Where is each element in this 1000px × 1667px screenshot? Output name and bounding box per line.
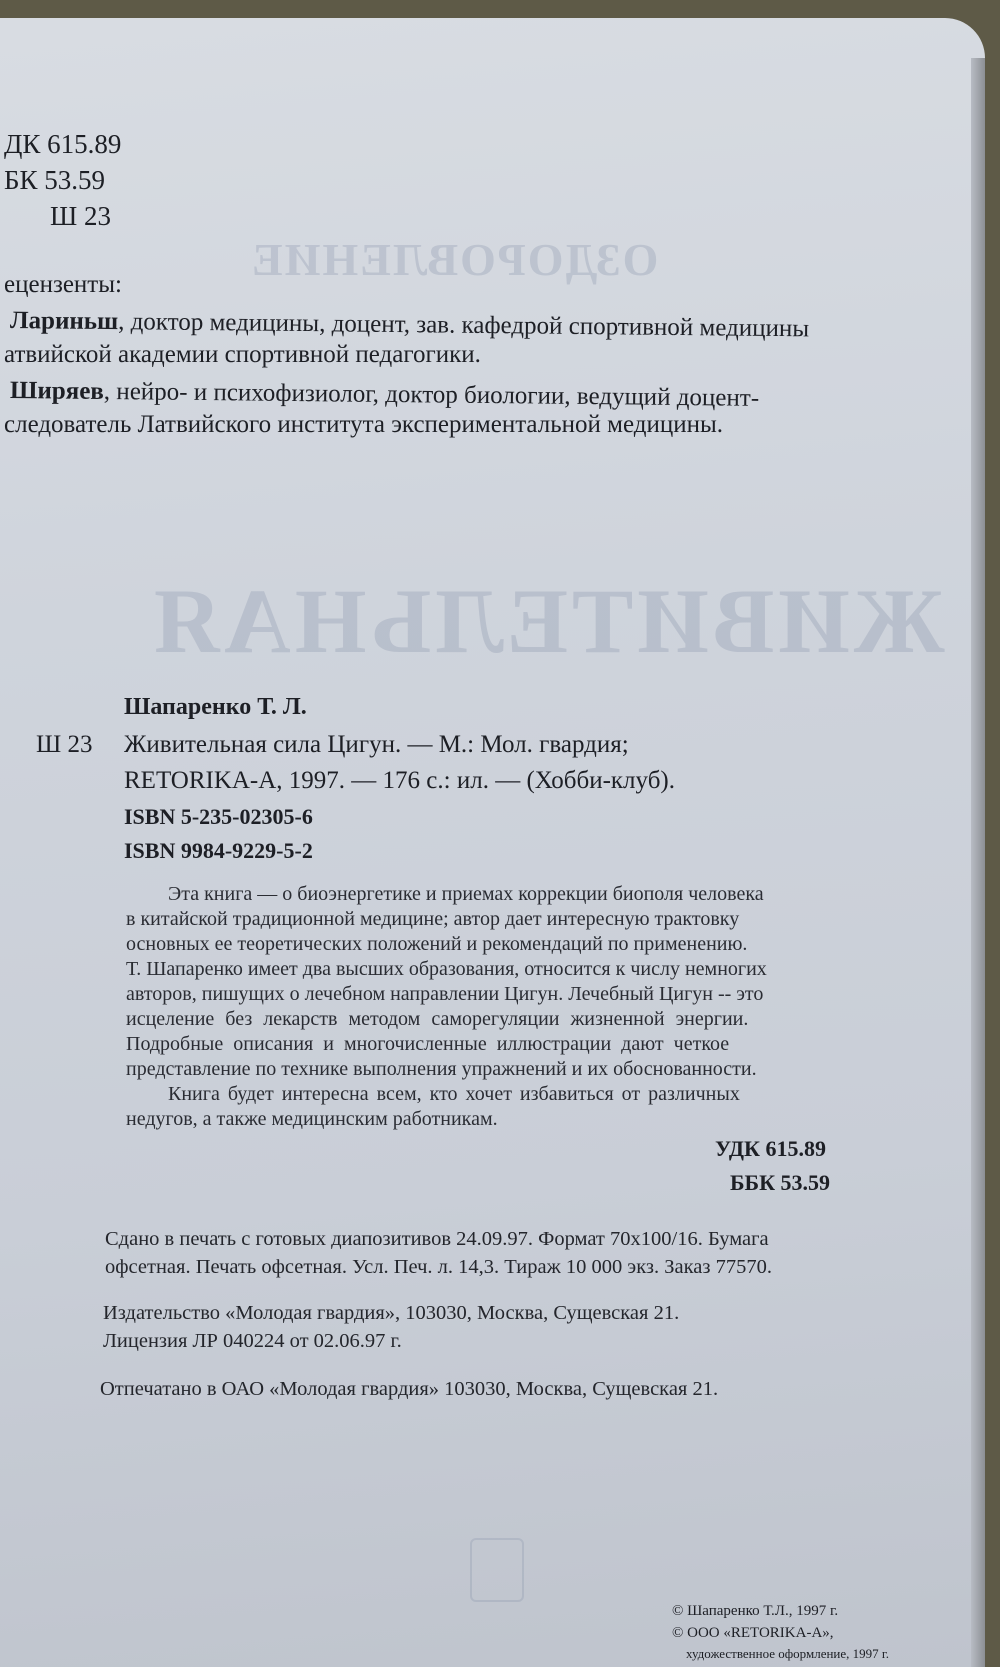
catalog-pub-line: RETORIKA-A, 1997. — 176 с.: ил. — (Хобби-клуб). bbox=[124, 767, 675, 794]
imprint-line-2: офсетная. Печать офсетная. Усл. Печ. л. 14,3. Тираж 10 000 экз. Заказ 77570. bbox=[105, 1256, 772, 1278]
annotation-line: Т. Шапаренко имеет два высших образования, относится к числу немногих bbox=[126, 958, 767, 980]
book-page bbox=[0, 18, 985, 1667]
catalog-title-line: Живительная сила Цигун. — М.: Мол. гвардия; bbox=[124, 731, 629, 758]
reviewers-heading: ецензенты: bbox=[4, 271, 122, 298]
annotation-line: авторов, пишущих о лечебном направлении Цигун. Лечебный Цигун -- это bbox=[126, 983, 764, 1005]
copyright-line-2: © ООО «RETORIKA-A», bbox=[672, 1625, 834, 1641]
reviewer-1-name: Лариньш bbox=[9, 307, 119, 336]
page-edge bbox=[971, 58, 985, 1667]
reviewer-1-line2: атвийской академии спортивной педагогики. bbox=[4, 341, 481, 368]
show-through-title: ЖИВИТЕЛЬНАЯ bbox=[150, 570, 945, 672]
top-udk: ДК 615.89 bbox=[4, 129, 122, 159]
imprint-line-4: Лицензия ЛР 040224 от 02.06.97 г. bbox=[103, 1330, 402, 1352]
bottom-bbk: ББК 53.59 bbox=[730, 1170, 831, 1195]
bottom-udk: УДК 615.89 bbox=[715, 1136, 827, 1161]
top-bbk: БК 53.59 bbox=[4, 165, 106, 195]
annotation-line: исцеление без лекарств методом саморегуляции жизненной энергии. bbox=[126, 1008, 749, 1030]
catalog-isbn-1: ISBN 5-235-02305-6 bbox=[124, 804, 313, 829]
reviewer-2-details: , нейро- и психофизиолог, доктор биологии, ведущий доцент- bbox=[103, 377, 760, 412]
reviewer-1-details: , доктор медицины, доцент, зав. кафедрой спортивной медицины bbox=[118, 308, 810, 343]
annotation-line: недугов, а также медицинским работникам. bbox=[126, 1108, 498, 1130]
top-author-mark: Ш 23 bbox=[50, 201, 111, 231]
reviewer-2-line2: следователь Латвийского института экспериментальной медицины. bbox=[4, 411, 724, 438]
emblem-show-through bbox=[470, 1538, 524, 1602]
catalog-author: Шапаренко Т. Л. bbox=[124, 694, 307, 720]
show-through-text: ОЗДОРОВЛЕНИЕ bbox=[250, 234, 659, 285]
annotation-line: Подробные описания и многочисленные иллюстрации дают четкое bbox=[126, 1033, 730, 1055]
reviewer-2-name: Ширяев bbox=[9, 377, 105, 405]
annotation-line: Книга будет интересна всем, кто хочет избавиться от различных bbox=[168, 1083, 740, 1105]
catalog-isbn-2: ISBN 9984-9229-5-2 bbox=[124, 838, 313, 863]
annotation-line: в китайской традиционной медицине; автор дает интересную трактовку bbox=[126, 908, 740, 930]
annotation-line: Эта книга — о биоэнергетике и приемах коррекции биополя человека bbox=[168, 883, 764, 905]
copyright-line-3: художественное оформление, 1997 г. bbox=[686, 1646, 890, 1661]
copyright-line-1: © Шапаренко Т.Л., 1997 г. bbox=[672, 1603, 839, 1619]
annotation-line: представление по технике выполнения упражнений и их обоснованности. bbox=[126, 1058, 757, 1080]
annotation-line: основных ее теоретических положений и рекомендаций по применению. bbox=[126, 933, 748, 955]
imprint-line-3: Издательство «Молодая гвардия», 103030, Москва, Сущевская 21. bbox=[103, 1302, 680, 1324]
imprint-line-1: Сдано в печать с готовых диапозитивов 24.09.97. Формат 70x100/16. Бумага bbox=[105, 1228, 769, 1250]
imprint-line-5: Отпечатано в ОАО «Молодая гвардия» 103030, Москва, Сущевская 21. bbox=[100, 1378, 719, 1400]
catalog-mark: Ш 23 bbox=[36, 731, 93, 758]
